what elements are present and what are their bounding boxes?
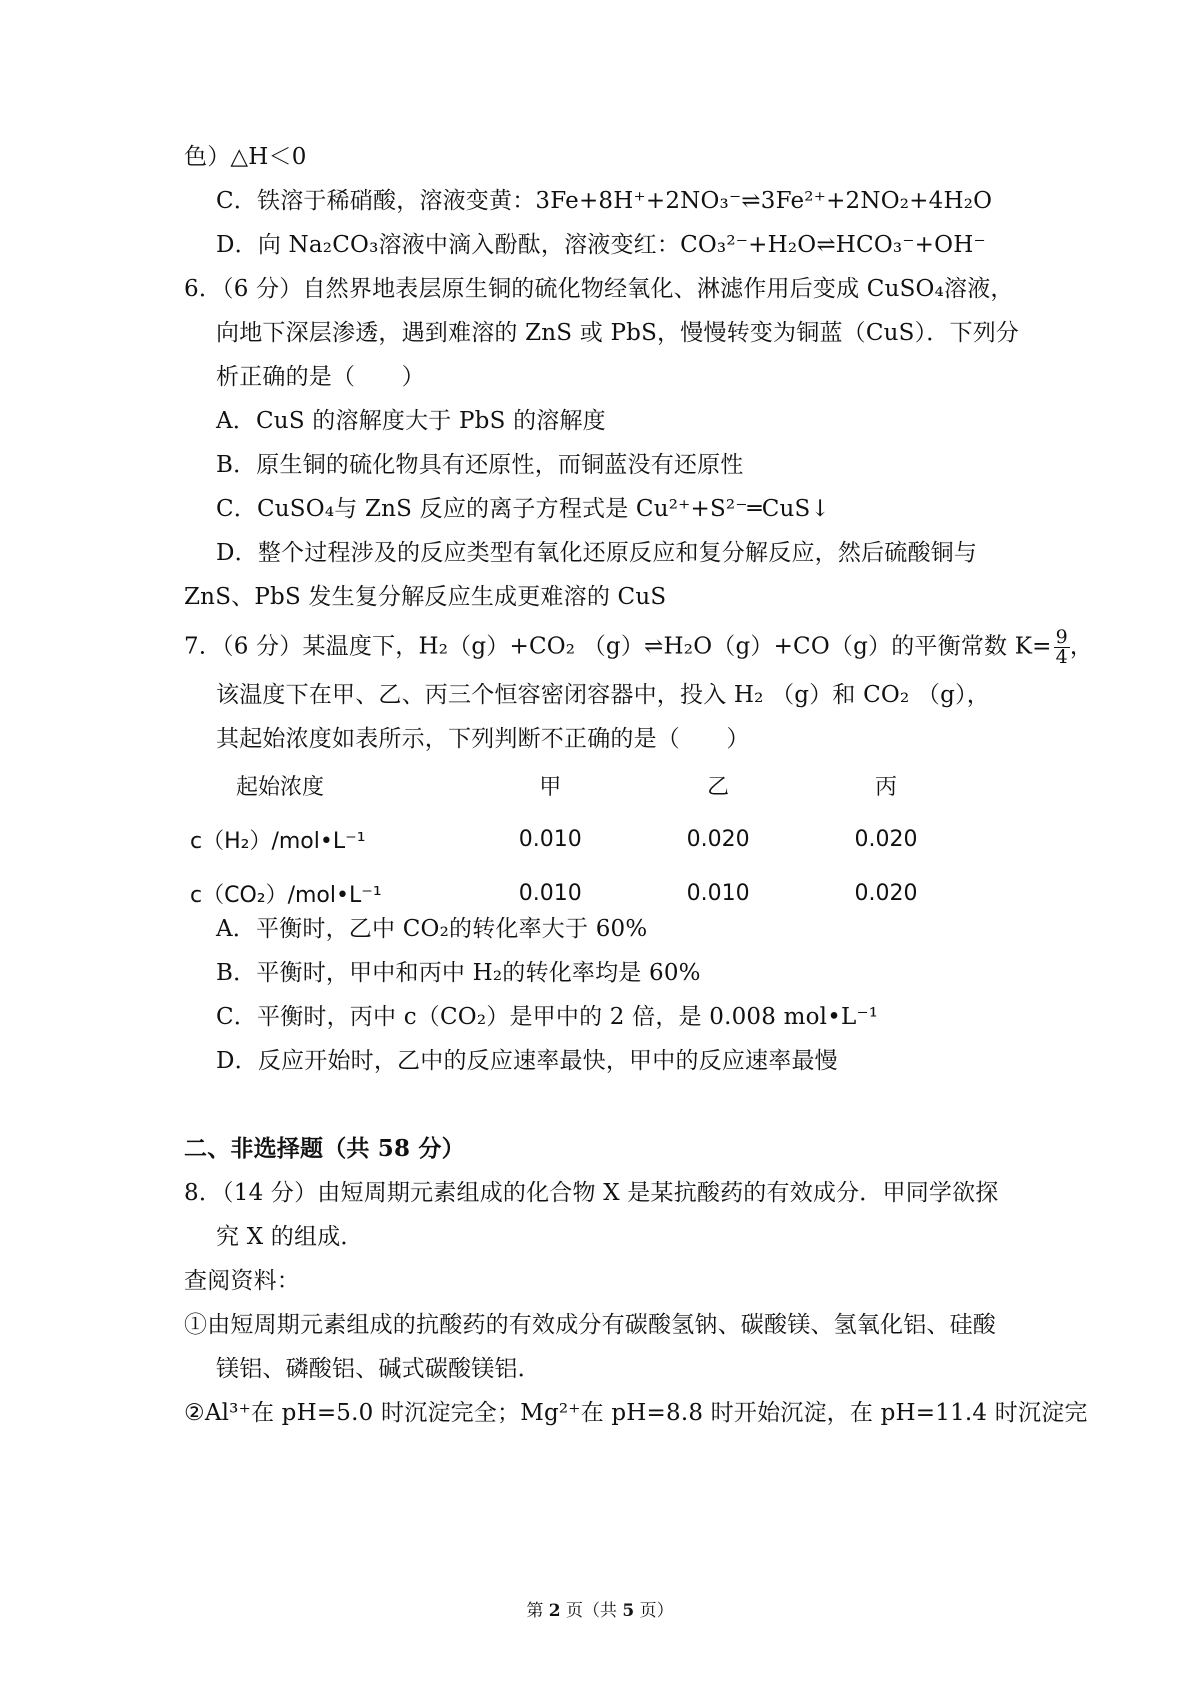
q7-option-a: A．平衡时，乙中 CO₂的转化率大于 60% xyxy=(216,916,648,942)
table-cell: c（H₂）/mol•L⁻¹ xyxy=(190,828,366,854)
q7-stem-comma: ， xyxy=(1069,633,1094,660)
page-footer xyxy=(0,1600,1200,1622)
q7-stem-line-3: 其起始浓度如表所示，下列判断不正确的是（ ） xyxy=(216,726,750,752)
table-header-cell: 起始浓度 xyxy=(236,774,325,800)
table-header-row xyxy=(190,758,970,812)
table-row xyxy=(190,866,970,920)
q8-reference-2: ②Al³⁺在 pH=5.0 时沉淀完全；Mg²⁺在 pH=8.8 时开始沉淀，在 pH=11.4 时沉淀完 xyxy=(184,1400,1088,1426)
q6-option-c: C．CuSO₄与 ZnS 反应的离子方程式是 Cu²⁺+S²⁻═CuS↓ xyxy=(216,496,830,522)
table-cell: 0.020 xyxy=(854,826,918,852)
table-cell: c（CO₂）/mol•L⁻¹ xyxy=(190,882,382,908)
table-cell: 0.010 xyxy=(518,880,582,906)
table-cell: 0.010 xyxy=(686,880,750,906)
table-row xyxy=(190,812,970,866)
q8-stem-line-2: 究 X 的组成． xyxy=(216,1224,364,1250)
table-cell: 0.020 xyxy=(686,826,750,852)
table-cell: 0.010 xyxy=(518,826,582,852)
footer-suffix: 页） xyxy=(639,1601,674,1621)
footer-page-number: 2 xyxy=(548,1601,561,1621)
q6-stem-line-2: 向地下深层渗透，遇到难溶的 ZnS 或 PbS，慢慢转变为铜蓝（CuS）．下列分 xyxy=(216,320,1020,346)
q6-option-b: B．原生铜的硫化物具有还原性，而铜蓝没有还原性 xyxy=(216,452,744,478)
initial-concentration-table xyxy=(190,758,970,920)
q7-option-d: D．反应开始时，乙中的反应速率最快，甲中的反应速率最慢 xyxy=(216,1048,838,1074)
fraction-numerator: 9 xyxy=(1055,626,1068,648)
q8-reference-1-line-1: ①由短周期元素组成的抗酸药的有效成分有碳酸氢钠、碳酸镁、氢氧化铝、硅酸 xyxy=(184,1312,996,1338)
q6-stem-line-3: 析正确的是（ ） xyxy=(216,364,425,390)
table-header-cell: 乙 xyxy=(707,774,730,800)
fraction-denominator: 4 xyxy=(1055,646,1068,668)
q5-tail-line: 色）△H＜0 xyxy=(184,144,307,170)
q8-stem-line-1: 8．（14 分）由短周期元素组成的化合物 X 是某抗酸药的有效成分．甲同学欲探 xyxy=(184,1180,999,1206)
q5-option-c: C．铁溶于稀硝酸，溶液变黄：3Fe+8H⁺+2NO₃⁻⇌3Fe²⁺+2NO₂+4H₂O xyxy=(216,188,993,214)
table-header-cell: 丙 xyxy=(875,774,898,800)
q6-stem-line-1: 6．（6 分）自然界地表层原生铜的硫化物经氧化、淋滤作用后变成 CuSO₄溶液， xyxy=(184,276,1014,302)
q6-option-a: A．CuS 的溶解度大于 PbS 的溶解度 xyxy=(216,408,606,434)
q5-option-d: D．向 Na₂CO₃溶液中滴入酚酞，溶液变红：CO₃²⁻+H₂O⇌HCO₃⁻+OH⁻ xyxy=(216,232,986,258)
q7-option-b: B．平衡时，甲中和丙中 H₂的转化率均是 60% xyxy=(216,960,701,986)
q7-stem-line-2: 该温度下在甲、乙、丙三个恒容密闭容器中，投入 H₂ （g）和 CO₂ （g）， xyxy=(216,682,990,708)
q7-stem-text: 7．（6 分）某温度下，H₂（g）+CO₂ （g）⇌H₂O（g）+CO（g）的平衡常数 K= xyxy=(184,633,1052,660)
q6-option-d-line-2: ZnS、PbS 发生复分解反应生成更难溶的 CuS xyxy=(184,584,667,610)
footer-prefix: 第 xyxy=(526,1601,544,1621)
equilibrium-constant-fraction xyxy=(1054,628,1070,667)
footer-total-pages: 5 xyxy=(622,1601,635,1621)
footer-mid: 页（共 xyxy=(566,1601,617,1621)
table-header-cell: 甲 xyxy=(539,774,562,800)
q6-option-d-line-1: D．整个过程涉及的反应类型有氧化还原反应和复分解反应，然后硫酸铜与 xyxy=(216,540,978,566)
q8-reference-label: 查阅资料： xyxy=(184,1268,300,1294)
section-heading: 二、非选择题（共 58 分） xyxy=(184,1135,465,1162)
q8-reference-1-line-2: 镁铝、磷酸铝、碱式碳酸镁铝． xyxy=(216,1356,541,1382)
table-cell: 0.020 xyxy=(854,880,918,906)
q7-stem-line-1 xyxy=(184,628,1093,667)
q7-option-c: C．平衡时，丙中 c（CO₂）是甲中的 2 倍，是 0.008 mol•L⁻¹ xyxy=(216,1004,879,1030)
